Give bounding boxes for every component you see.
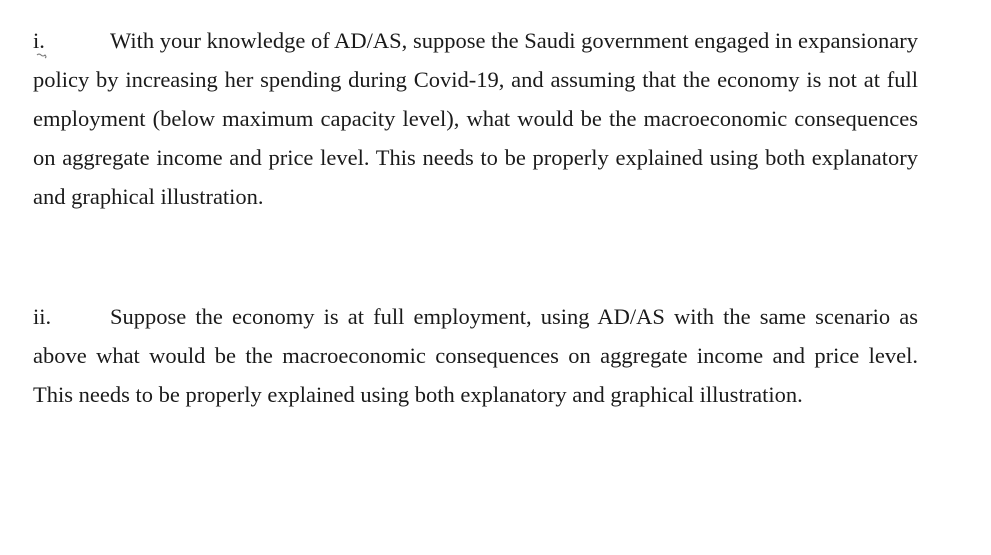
question-i (33, 21, 918, 216)
question-marker: i. (33, 28, 45, 53)
question-ii (33, 297, 918, 414)
question-text: With your knowledge of AD/AS, suppose the Saudi government engaged in expansionary policy by increasing her spending during Covid-19, and assuming that the economy is not at full employment (below maximum capacity level), what would be the macroeconomic consequences on aggregate income and price level. This needs to be properly explained using both explanatory and graphical illustration. (33, 28, 918, 209)
spellcheck-squiggle (36, 52, 48, 60)
question-text: Suppose the economy is at full employment, using AD/AS with the same scenario as above what would be the macroeconomic consequences on aggregate income and price level. This needs to be properly explained using both explanatory and graphical illustration. (33, 304, 918, 407)
question-marker: ii. (33, 304, 52, 329)
